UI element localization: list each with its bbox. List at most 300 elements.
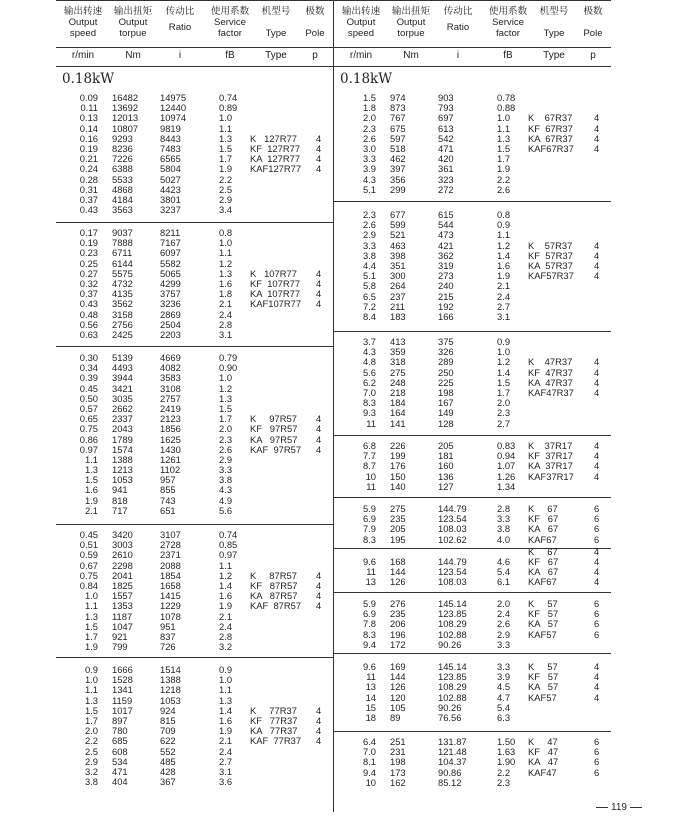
ratio-cell: 2869	[160, 308, 181, 320]
ratio-column	[438, 210, 474, 322]
torque-cell: 1666	[112, 664, 133, 675]
torque-cell: 251	[390, 736, 406, 747]
ratio-cell: 4299	[160, 277, 181, 289]
service-factor-cell: 2.4	[219, 620, 233, 632]
torque-cell: 218	[390, 386, 406, 398]
pole-cell: 4	[594, 259, 600, 271]
ratio-cell: 90.26	[438, 638, 462, 650]
service-factor-cell: 0.9	[219, 664, 233, 675]
service-factor-cell: 1.7	[497, 386, 511, 398]
pole-cell: 4	[594, 576, 600, 588]
service-factor-cell: 0.9	[497, 336, 511, 347]
ratio-cell: 131.87	[438, 736, 467, 747]
type-cell: KAF67	[528, 533, 557, 545]
type-header: 机型号 Type	[261, 6, 291, 39]
sf-column	[497, 737, 527, 788]
service-factor-cell: 0.78	[497, 92, 516, 103]
sf-column	[497, 504, 527, 545]
speed-cell: 2.0	[362, 112, 376, 124]
torque-cell: 463	[390, 239, 406, 251]
torque-column	[112, 93, 152, 215]
ratio-cell: 1102	[160, 464, 181, 476]
service-factor-cell: 0.9	[497, 219, 511, 231]
torque-cell: 1574	[112, 443, 133, 455]
ratio-cell: 855	[160, 484, 176, 496]
torque-cell: 4184	[112, 193, 133, 205]
pole-header: 极数 Pole	[305, 6, 325, 39]
pole-cell: 4	[316, 714, 322, 726]
torque-cell: 897	[112, 714, 128, 726]
type-cell: KF 47	[528, 746, 559, 758]
torque-cell: 2041	[112, 569, 133, 581]
ratio-cell: 149	[438, 407, 454, 419]
ratio-cell: 2504	[160, 318, 181, 330]
service-factor-cell: 2.0	[497, 397, 511, 409]
type-cell: KAF57	[528, 691, 557, 703]
ratio-cell: 4423	[160, 183, 181, 195]
speed-cell: 0.34	[79, 362, 98, 374]
speed-cell: 0.21	[79, 153, 98, 165]
ratio-cell: 123.54	[438, 566, 467, 578]
speed-cell: 11	[366, 566, 376, 578]
speed-cell: 0.37	[79, 193, 98, 205]
speed-header: 输出转速 Output speed	[63, 6, 103, 39]
speed-cell: 1.3	[84, 694, 98, 706]
service-factor-cell: 1.1	[497, 229, 511, 241]
type-cell: KAF67	[528, 576, 557, 588]
service-factor-cell: 2.8	[219, 318, 233, 330]
service-factor-cell: 1.1	[219, 559, 233, 571]
torque-column	[390, 93, 430, 195]
pole-cell: 4	[594, 671, 600, 683]
service-factor-cell: 2.4	[219, 308, 233, 320]
torque-cell: 2610	[112, 549, 133, 561]
torque-cell: 921	[112, 630, 128, 642]
pole-cell: 4	[594, 386, 600, 398]
ratio-cell: 145.14	[438, 661, 467, 672]
service-factor-cell: 6.3	[497, 711, 511, 723]
speed-cell: 7.9	[362, 523, 376, 535]
ratio-cell: 1078	[160, 610, 181, 622]
ratio-cell: 8211	[160, 227, 181, 238]
service-factor-cell: 1.5	[497, 142, 511, 154]
ratio-cell: 1261	[160, 453, 181, 465]
ratio-column	[160, 228, 196, 340]
torque-cell: 105	[390, 701, 406, 713]
ratio-cell: 420	[438, 153, 454, 165]
ratio-cell: 127	[438, 480, 454, 492]
service-factor-cell: 2.2	[497, 173, 511, 185]
pole-cell: 4	[316, 443, 322, 455]
service-factor-cell: 5.4	[497, 566, 511, 578]
service-factor-cell: 2.5	[219, 183, 233, 195]
service-factor-cell: 1.7	[219, 153, 233, 165]
torque-cell: 608	[112, 745, 128, 757]
torque-cell: 404	[112, 776, 128, 788]
speed-cell: 0.75	[79, 569, 98, 581]
pole-cell: 4	[594, 681, 600, 693]
pole-column	[594, 113, 604, 154]
service-factor-cell: 0.8	[219, 227, 233, 238]
torque-cell: 9037	[112, 227, 133, 238]
type-cell: KA 47	[528, 756, 559, 768]
speed-column	[344, 210, 376, 322]
speed-cell: 10	[365, 470, 376, 482]
type-cell: KA 87R57	[250, 590, 298, 602]
speed-cell: 2.1	[84, 504, 98, 516]
torque-cell: 1557	[112, 590, 133, 602]
torque-cell: 3421	[112, 382, 133, 394]
type-column	[250, 269, 318, 310]
service-factor-cell: 2.1	[219, 298, 233, 310]
service-factor-cell: 1.5	[219, 142, 233, 154]
speed-cell: 7.7	[362, 450, 376, 462]
ratio-cell: 615	[438, 209, 454, 220]
type-cell: K 127R77	[250, 132, 297, 144]
speed-cell: 0.56	[79, 318, 98, 330]
service-factor-cell: 4.7	[497, 691, 511, 703]
service-factor-cell: 2.0	[497, 598, 511, 609]
torque-column	[390, 504, 430, 545]
ratio-cell: 2371	[160, 549, 181, 561]
service-factor-cell: 1.9	[497, 270, 511, 282]
service-factor-cell: 2.7	[219, 755, 233, 767]
sf-column	[219, 530, 249, 652]
torque-cell: 235	[390, 513, 406, 525]
pole-cell: 4	[316, 288, 322, 300]
pole-cell: 6	[594, 756, 600, 768]
pole-cell: 4	[594, 356, 600, 368]
service-factor-cell: 2.6	[497, 183, 511, 195]
service-factor-cell: 1.07	[497, 460, 516, 472]
service-factor-cell: 2.7	[497, 300, 511, 312]
torque-cell: 4732	[112, 277, 133, 289]
units-row: r/min Nm i fB Type p	[349, 50, 596, 61]
speed-cell: 1.0	[84, 590, 98, 602]
type-cell: KAF 77R37	[250, 735, 302, 747]
torque-cell: 168	[390, 556, 406, 567]
speed-cell: 8.3	[362, 628, 376, 640]
ratio-column	[160, 93, 196, 215]
type-cell: KF 107R77	[250, 277, 301, 289]
type-cell: KF 127R77	[250, 142, 301, 154]
ratio-cell: 128	[438, 417, 454, 429]
speed-cell: 0.09	[79, 92, 98, 103]
torque-cell: 3562	[112, 298, 133, 310]
speed-cell: 2.3	[362, 209, 376, 220]
speed-cell: 0.19	[79, 142, 98, 154]
ratio-cell: 8443	[160, 132, 181, 144]
type-cell: KA 107R77	[250, 288, 301, 300]
torque-column	[112, 530, 152, 652]
pole-cell: 4	[594, 470, 600, 482]
torque-column	[112, 353, 152, 516]
type-cell: KAF 97R57	[250, 443, 302, 455]
torque-cell: 275	[390, 503, 406, 514]
ratio-cell: 123.85	[438, 608, 467, 620]
speed-cell: 2.3	[362, 122, 376, 134]
speed-cell: 1.5	[84, 474, 98, 486]
ratio-cell: 181	[438, 450, 454, 462]
speed-cell: 0.24	[79, 163, 98, 175]
torque-column	[390, 337, 430, 429]
speed-cell: 8.7	[362, 460, 376, 472]
pole-cell: 4	[594, 460, 600, 472]
ratio-header: 传动比 Ratio	[443, 6, 473, 33]
pole-cell: 4	[594, 112, 600, 124]
speed-cell: 1.1	[84, 600, 98, 612]
pole-cell: 6	[594, 598, 600, 609]
service-factor-cell: 0.90	[219, 362, 238, 374]
ratio-cell: 697	[438, 112, 454, 124]
type-column	[250, 414, 318, 455]
pole-cell: 4	[594, 142, 600, 154]
type-column	[528, 547, 596, 588]
service-factor-cell: 1.9	[497, 163, 511, 175]
torque-cell: 1341	[112, 684, 133, 696]
service-factor-cell: 1.6	[219, 277, 233, 289]
speed-cell: 4.4	[362, 259, 376, 271]
torque-column	[390, 210, 430, 322]
speed-cell: 0.39	[79, 372, 98, 384]
service-factor-cell: 1.1	[219, 684, 233, 696]
service-factor-cell: 1.8	[219, 288, 233, 300]
pole-cell: 4	[594, 132, 600, 144]
ratio-cell: 1854	[160, 569, 181, 581]
ratio-cell: 192	[438, 300, 454, 312]
ratio-cell: 4669	[160, 352, 181, 363]
type-cell: KA 57	[528, 618, 559, 630]
torque-cell: 7888	[112, 237, 133, 249]
ratio-cell: 2123	[160, 413, 181, 425]
torque-cell: 248	[390, 376, 406, 388]
service-factor-cell: 0.74	[219, 529, 238, 540]
speed-cell: 3.3	[362, 153, 376, 165]
ratio-cell: 428	[160, 765, 176, 777]
speed-cell: 0.59	[79, 549, 98, 561]
service-factor-cell: 3.3	[497, 661, 511, 672]
torque-cell: 184	[390, 397, 406, 409]
type-cell: KA 97R57	[250, 433, 298, 445]
torque-cell: 235	[390, 608, 406, 620]
torque-cell: 599	[390, 219, 406, 231]
pole-cell: 4	[316, 267, 322, 279]
speed-cell: 6.9	[362, 608, 376, 620]
speed-cell: 0.67	[79, 559, 98, 571]
speed-cell: 2.5	[84, 745, 98, 757]
torque-cell: 3563	[112, 204, 133, 216]
service-factor-cell: 2.1	[219, 610, 233, 622]
type-cell: KA 57R37	[528, 259, 573, 271]
table-header	[334, 0, 611, 46]
pole-cell: 6	[594, 628, 600, 640]
type-cell: KA 37R17	[528, 460, 573, 472]
ratio-cell: 7167	[160, 237, 181, 249]
ratio-cell: 272	[438, 183, 454, 195]
speed-cell: 1.5	[362, 92, 376, 103]
service-factor-cell: 1.2	[497, 239, 511, 251]
ratio-cell: 3801	[160, 193, 181, 205]
pole-cell: 4	[316, 132, 322, 144]
torque-cell: 211	[390, 300, 405, 312]
ratio-column	[438, 557, 474, 588]
torque-cell: 398	[390, 249, 406, 261]
service-factor-cell: 1.7	[497, 153, 511, 165]
pole-cell: 6	[594, 513, 600, 525]
torque-cell: 5575	[112, 267, 133, 279]
pole-cell: 4	[316, 590, 322, 602]
sf-column	[219, 353, 249, 516]
pole-cell: 4	[316, 153, 322, 165]
torque-cell: 717	[112, 504, 128, 516]
speed-cell: 2.9	[362, 229, 376, 241]
speed-cell: 5.1	[362, 270, 376, 282]
pole-column	[594, 357, 604, 398]
type-column	[528, 599, 596, 640]
torque-cell: 1353	[112, 600, 133, 612]
speed-cell: 8.3	[362, 397, 376, 409]
speed-cell: 2.6	[362, 219, 376, 231]
ratio-cell: 743	[160, 494, 176, 506]
service-factor-cell: 2.7	[497, 417, 511, 429]
service-factor-cell: 0.97	[219, 549, 238, 561]
service-factor-cell: 1.63	[497, 746, 516, 758]
service-factor-cell: 1.6	[219, 590, 233, 602]
speed-column	[344, 662, 376, 723]
service-factor-cell: 3.1	[497, 310, 511, 322]
ratio-cell: 108.03	[438, 523, 467, 535]
speed-cell: 6.8	[362, 440, 376, 451]
torque-cell: 1047	[112, 620, 133, 632]
left-column	[56, 0, 333, 812]
speed-cell: 0.9	[84, 664, 98, 675]
torque-cell: 1388	[112, 453, 133, 465]
ratio-cell: 289	[438, 356, 454, 368]
service-factor-cell: 1.90	[497, 756, 516, 768]
speed-cell: 0.51	[79, 539, 98, 551]
torque-cell: 198	[390, 756, 406, 768]
ratio-cell: 167	[438, 397, 454, 409]
ratio-cell: 121.48	[438, 746, 467, 758]
ratio-cell: 2419	[160, 402, 181, 414]
ratio-cell: 957	[160, 474, 176, 486]
torque-cell: 356	[390, 173, 406, 185]
pole-column	[316, 414, 326, 455]
torque-cell: 299	[390, 183, 406, 195]
ratio-cell: 205	[438, 440, 454, 451]
ratio-cell: 1388	[160, 674, 181, 686]
speed-cell: 1.7	[84, 714, 98, 726]
pole-cell: 4	[316, 163, 322, 175]
speed-cell: 8.1	[362, 756, 376, 768]
speed-cell: 0.16	[79, 132, 98, 144]
type-column	[250, 706, 318, 747]
pole-cell: 4	[316, 277, 322, 289]
ratio-column	[438, 441, 474, 492]
service-factor-cell: 2.3	[219, 433, 233, 445]
torque-cell: 799	[112, 641, 128, 653]
ratio-cell: 542	[438, 132, 454, 144]
type-column	[528, 441, 596, 482]
ratio-cell: 7483	[160, 142, 181, 154]
service-factor-cell: 1.3	[497, 132, 511, 144]
service-factor-cell: 3.8	[497, 523, 511, 535]
ratio-column	[438, 737, 474, 788]
type-cell: KAF 87R57	[250, 600, 302, 612]
service-factor-cell: 2.9	[219, 193, 233, 205]
ratio-cell: 326	[438, 346, 454, 358]
group-separator	[334, 592, 611, 593]
torque-cell: 397	[390, 163, 406, 175]
speed-cell: 13	[365, 681, 376, 693]
type-column	[250, 571, 318, 612]
type-cell: KAF57	[528, 628, 557, 640]
pole-cell: 6	[594, 618, 600, 630]
service-factor-cell: 1.3	[219, 267, 233, 279]
speed-cell: 3.3	[362, 239, 376, 251]
service-factor-cell: 1.7	[219, 413, 233, 425]
speed-cell: 8.3	[362, 533, 376, 545]
type-column	[528, 737, 596, 778]
ratio-cell: 136	[438, 470, 454, 482]
pole-column	[594, 504, 604, 545]
speed-column	[344, 557, 376, 588]
ratio-cell: 123.85	[438, 671, 467, 683]
torque-cell: 183	[390, 310, 406, 322]
torque-cell: 1825	[112, 579, 133, 591]
speed-cell: 0.57	[79, 402, 98, 414]
speed-cell: 3.2	[84, 765, 98, 777]
speed-cell: 5.9	[362, 503, 376, 514]
ratio-cell: 3107	[160, 529, 181, 540]
speed-column	[344, 441, 376, 492]
service-factor-cell: 1.1	[219, 247, 233, 259]
speed-cell: 0.32	[79, 277, 98, 289]
speed-cell: 1.9	[84, 641, 98, 653]
torque-cell: 120	[390, 691, 406, 703]
ratio-cell: 240	[438, 280, 454, 292]
torque-cell: 3944	[112, 372, 133, 384]
service-factor-cell: 3.3	[497, 513, 511, 525]
ratio-cell: 709	[160, 725, 176, 737]
type-cell: KA 77R37	[250, 725, 298, 737]
speed-cell: 0.50	[79, 392, 98, 404]
type-cell: K 57R37	[528, 239, 573, 251]
torque-cell: 359	[390, 346, 406, 358]
speed-cell: 9.3	[362, 407, 376, 419]
speed-cell: 0.43	[79, 298, 98, 310]
torque-cell: 5139	[112, 352, 133, 363]
service-factor-cell: 1.2	[219, 257, 233, 269]
ratio-cell: 144.79	[438, 556, 467, 567]
torque-column	[390, 662, 430, 723]
type-cell: KA 67	[528, 523, 559, 535]
torque-cell: 164	[390, 407, 406, 419]
type-cell: KF 77R37	[250, 714, 298, 726]
torque-cell: 1053	[112, 474, 133, 486]
ratio-cell: 3757	[160, 288, 181, 300]
service-factor-cell: 1.2	[219, 569, 233, 581]
service-factor-cell: 1.50	[497, 736, 516, 747]
torque-cell: 413	[390, 336, 406, 347]
torque-cell: 1017	[112, 704, 133, 716]
torque-cell: 2298	[112, 559, 133, 571]
service-factor-cell: 3.4	[219, 204, 233, 216]
ratio-cell: 544	[438, 219, 454, 231]
service-factor-cell: 1.0	[219, 112, 233, 124]
ratio-cell: 5582	[160, 257, 181, 269]
speed-cell: 5.6	[362, 366, 376, 378]
